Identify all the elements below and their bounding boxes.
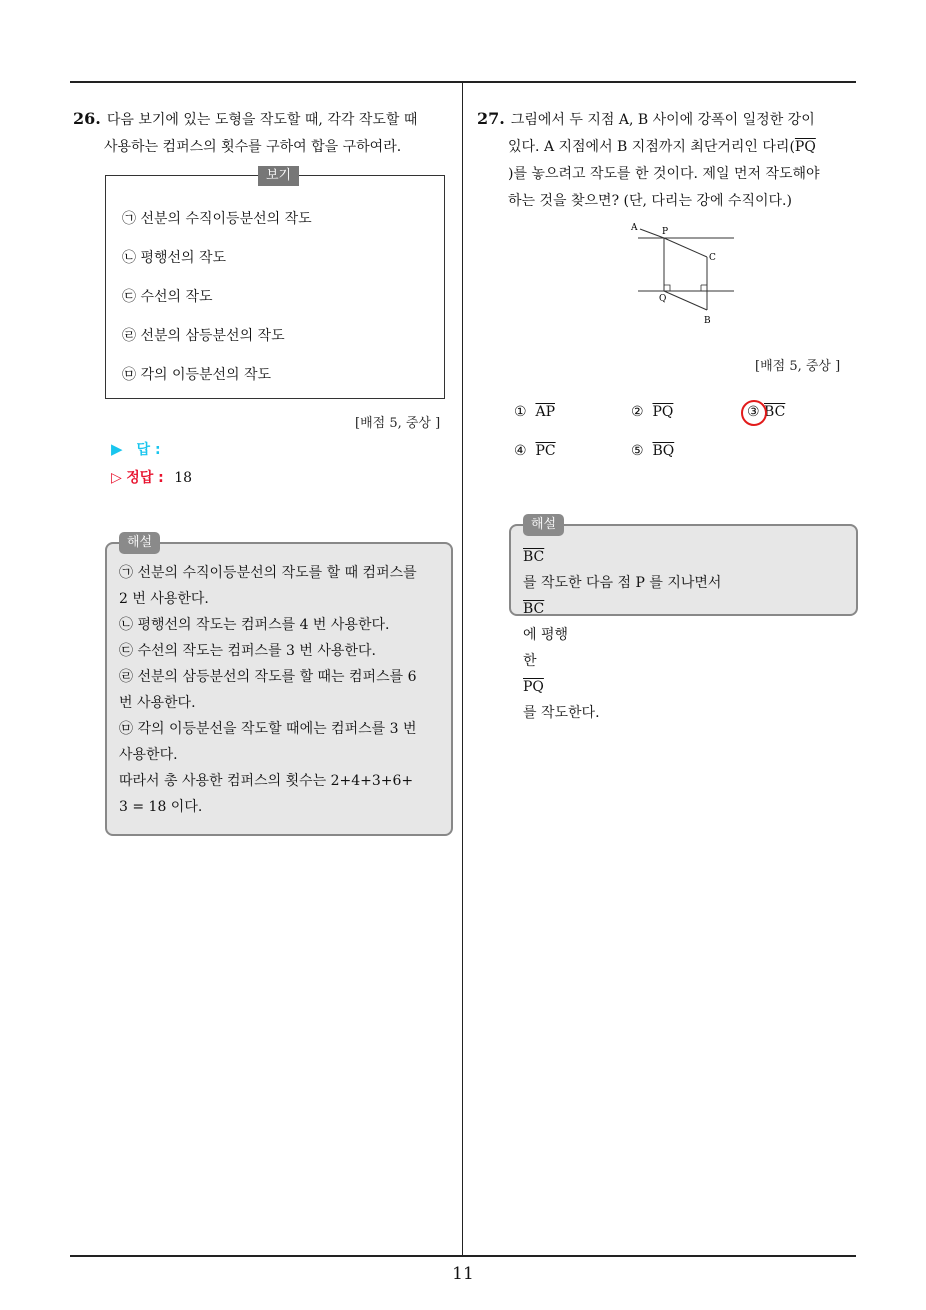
bottom-rule	[70, 1255, 856, 1257]
answer-arrow-icon: ▶	[111, 440, 123, 458]
option-segment: $\overline{AP}$	[535, 404, 555, 420]
river-bridge-figure	[628, 220, 740, 328]
q26-explanation-box	[105, 535, 453, 836]
q26-explanation-line: ㉣ 선분의 삼등분선의 작도를 할 때는 컴퍼스를 6	[119, 669, 417, 685]
q27-explanation-line-2	[523, 648, 721, 726]
q26-correct-label: 정답 :	[126, 470, 164, 486]
q26-explanation-tag: 해설	[119, 532, 160, 554]
expl-segment-bc: $\overline{BC}$	[523, 549, 545, 565]
q26-example-tag: 보기	[258, 166, 299, 186]
option-segment: $\overline{BQ}$	[652, 443, 675, 459]
q26-explanation-line: 따라서 총 사용한 컴퍼스의 횟수는 2+4+3+6+	[119, 773, 414, 789]
q26-correct-answer	[111, 467, 192, 487]
q26-explanation-line: 2 번 사용한다.	[119, 591, 209, 607]
q27-text	[477, 105, 820, 215]
expl-segment-pq: $\overline{PQ}$	[523, 679, 544, 695]
correct-answer-circle-icon	[741, 400, 767, 426]
q27-option-5[interactable]	[631, 443, 674, 459]
option-segment: $\overline{PQ}$	[652, 404, 674, 420]
q26-answer	[111, 439, 161, 459]
q27-line-1: 그림에서 두 지점 A, B 사이에 강폭이 일정한 강이	[510, 112, 815, 128]
label-q: Q	[659, 294, 667, 304]
expl-segment-bc-2: $\overline{BC}$	[523, 601, 545, 617]
q26-explanation-line: 3 = 18 이다.	[119, 799, 203, 815]
q27-explanation-box	[509, 517, 858, 721]
option-number: ③	[747, 404, 760, 420]
q26-number: 26.	[73, 109, 101, 128]
q26-example-1: ㉠ 선분의 수직이등분선의 작도	[122, 211, 312, 227]
expl-text: 를 작도한 다음 점 P 를 지나면서	[523, 575, 722, 591]
q26-explanation-line: ㉡ 평행선의 작도는 컴퍼스를 4 번 사용한다.	[119, 617, 390, 633]
q27-line-3: )를 놓으려고 작도를 한 것이다. 제일 먼저 작도해야	[508, 166, 820, 182]
q26-explanation-line: ㉤ 각의 이등분선을 작도할 때에는 컴퍼스를 3 번	[119, 721, 417, 737]
segment-qb	[664, 291, 707, 310]
expl-text: 한	[523, 653, 537, 669]
option-segment: $\overline{PC}$	[535, 443, 556, 459]
correct-triangle-icon: ▷	[111, 470, 122, 486]
right-angle-mark-q	[664, 285, 670, 291]
q26-correct-value: 18	[174, 470, 193, 486]
option-number: ①	[514, 404, 527, 420]
expl-text: 에 평행	[523, 627, 569, 643]
q26-text	[73, 105, 417, 161]
segment-pc	[664, 238, 707, 257]
option-segment: $\overline{BC}$	[764, 404, 786, 420]
segment-ap	[640, 229, 664, 238]
top-rule	[70, 81, 856, 83]
label-a: A	[631, 223, 638, 233]
q27-option-2[interactable]	[631, 404, 673, 420]
option-number: ④	[514, 443, 527, 459]
option-number: ⑤	[631, 443, 644, 459]
q26-example-4: ㉣ 선분의 삼등분선의 작도	[122, 328, 285, 344]
q26-example-5: ㉤ 각의 이등분선의 작도	[122, 367, 272, 383]
q26-example-2: ㉡ 평행선의 작도	[122, 250, 227, 266]
label-c: C	[709, 253, 716, 263]
q27-explanation-line-1	[523, 544, 721, 648]
q26-explanation-line: ㉠ 선분의 수직이등분선의 작도를 할 때 컴퍼스를	[119, 565, 417, 581]
q26-example-3: ㉢ 수선의 작도	[122, 289, 213, 305]
column-divider	[462, 82, 463, 1256]
q26-answer-label: 답 :	[136, 442, 161, 458]
q27-segment-pq: $\overline{PQ}$	[794, 139, 816, 155]
q27-explanation-tag: 해설	[523, 514, 564, 536]
page-number: 11	[452, 1264, 474, 1284]
q26-line-2: 사용하는 컴퍼스의 횟수를 구하여 합을 구하여라.	[104, 139, 402, 155]
q26-explanation-line: ㉢ 수선의 작도는 컴퍼스를 3 번 사용한다.	[119, 643, 376, 659]
q27-score: [배점 5, 중상 ]	[755, 359, 841, 374]
expl-text: 를 작도한다.	[523, 705, 600, 721]
q27-line-2: 있다. A 지점에서 B 지점까지 최단거리인 다리(	[508, 139, 795, 155]
q26-example-box	[105, 168, 445, 399]
q26-explanation-line: 사용한다.	[119, 747, 178, 763]
q26-explanation-line: 번 사용한다.	[119, 695, 196, 711]
q27-option-1[interactable]	[514, 404, 555, 420]
q26-score: [배점 5, 중상 ]	[355, 416, 441, 431]
option-number: ②	[631, 404, 644, 420]
q26-line-1: 다음 보기에 있는 도형을 작도할 때, 각각 작도할 때	[106, 112, 418, 128]
q27-number: 27.	[477, 109, 505, 128]
label-p: P	[662, 227, 669, 237]
q27-explanation-lines	[523, 544, 721, 726]
q26-explanation-lines	[119, 560, 417, 820]
q27-option-4[interactable]	[514, 443, 556, 459]
label-b: B	[704, 316, 711, 326]
q27-line-4: 하는 것을 찾으면? (단, 다리는 강에 수직이다.)	[508, 193, 792, 209]
